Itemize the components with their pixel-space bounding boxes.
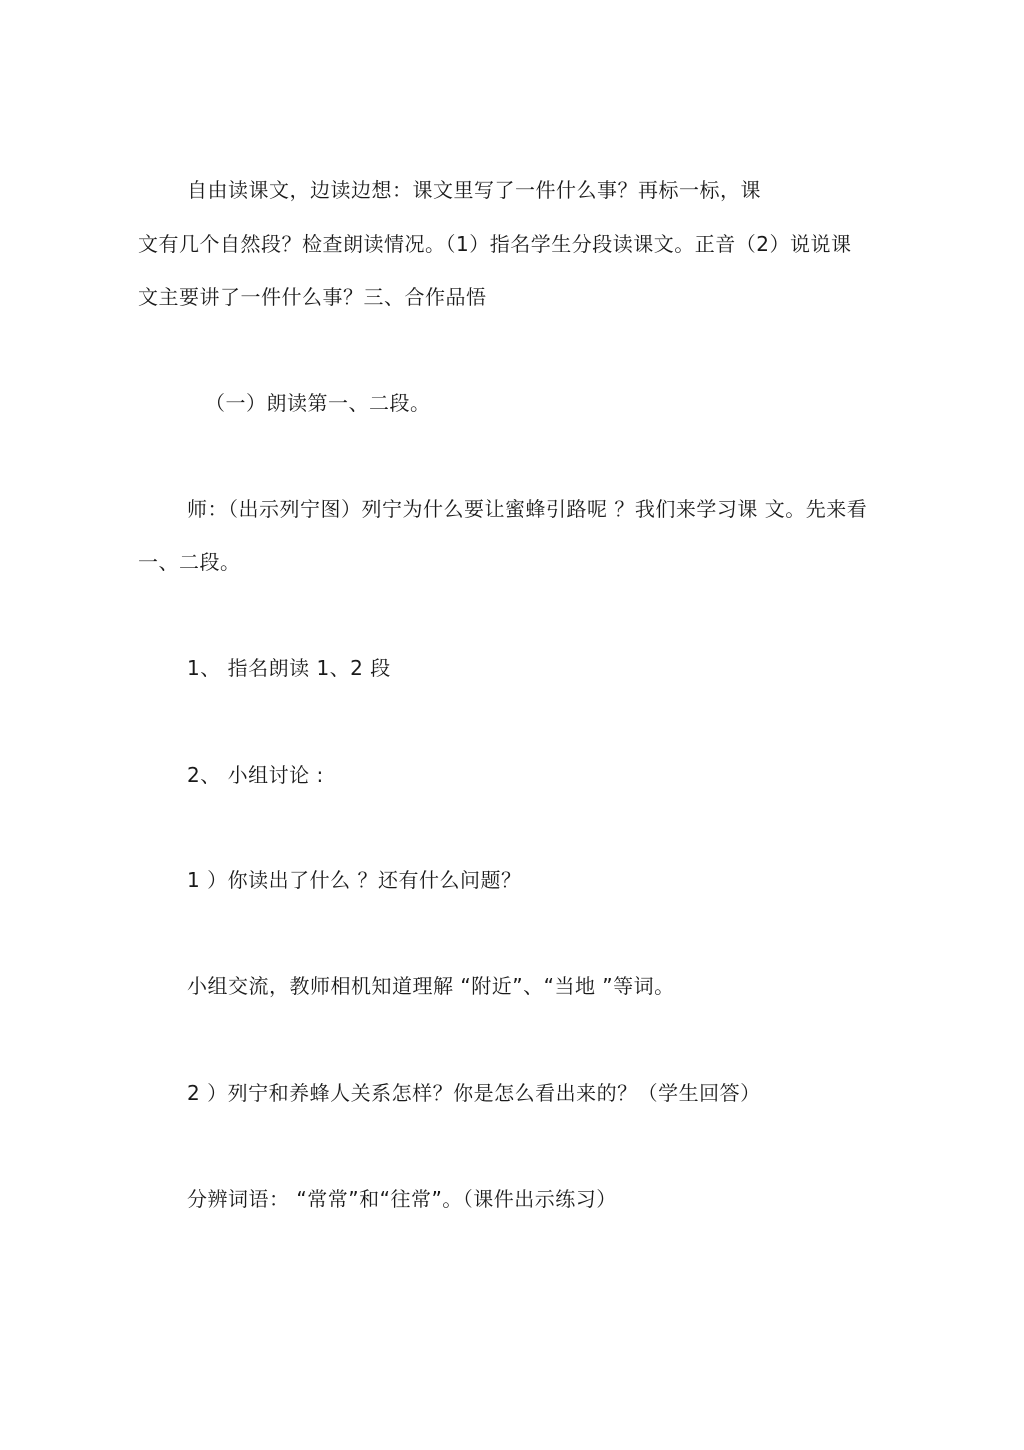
paragraph-line: 分辨词语： “常常”和“往常”。（课件出示练习） (187, 1187, 617, 1211)
paragraph-line: 小组交流，教师相机知道理解 “附近”、“当地 ”等词。 (187, 974, 675, 998)
paragraph-line: 文有几个自然段？检查朗读情况。（1）指名学生分段读课文。正音（2）说说课 (138, 232, 852, 256)
section-heading: （一）朗读第一、二段。 (205, 391, 431, 415)
paragraph-line: 师：（出示列宁图）列宁为什么要让蜜蜂引路呢 ？我们来学习课 文。先来看 (187, 497, 868, 521)
paragraph-line: 自由读课文，边读边想：课文里写了一件什么事？再标一标，课 (187, 178, 761, 202)
paragraph-line: 文主要讲了一件什么事？三、合作品悟 (138, 285, 487, 309)
list-item: 2 ）列宁和养蜂人关系怎样？你是怎么看出来的？（学生回答） (187, 1081, 761, 1105)
list-item: 1 ）你读出了什么 ？还有什么问题？ (187, 868, 522, 892)
paragraph-line: 一、二段。 (138, 550, 241, 574)
list-item: 1、 指名朗读 1、2 段 (187, 656, 391, 680)
list-item: 2、 小组讨论 : (187, 763, 324, 787)
